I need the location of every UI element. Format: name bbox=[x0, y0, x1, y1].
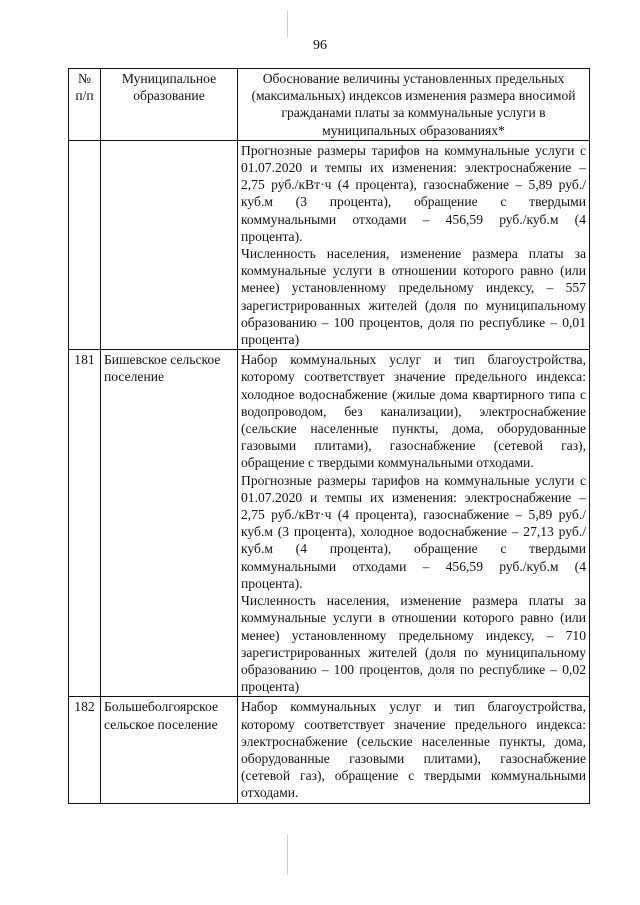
municipality-name bbox=[101, 140, 238, 349]
table-row bbox=[69, 350, 590, 697]
justification-paragraph: Численность населения, изменение размера платы за коммунальные услуги в отношении которого равно (или менее) установленному предельному индексу, – 710 зарегистрированных жителей (доля по муниципальному образованию – 100 процентов, доля по республике – 0,02 процента) bbox=[241, 593, 586, 695]
header-municipality: Муниципальное образование bbox=[101, 69, 238, 141]
justification-cell bbox=[238, 697, 590, 803]
justification-paragraph: Численность населения, изменение размера платы за коммунальные услуги в отношении которого равно (или менее) установленному предельному индексу, – 557 зарегистрированных жителей (доля по муниципальному образованию – 100 процентов, доля по республике – 0,01 процента) bbox=[241, 246, 586, 348]
header-num: № п/п bbox=[69, 69, 101, 141]
municipal-index-table bbox=[68, 68, 590, 804]
table-header-row bbox=[69, 69, 590, 141]
table-row bbox=[69, 697, 590, 803]
table-row bbox=[69, 140, 590, 349]
scan-artifact-top bbox=[287, 10, 288, 38]
page-number: 96 bbox=[313, 38, 327, 53]
justification-cell bbox=[238, 140, 590, 349]
row-number: 181 bbox=[69, 350, 101, 697]
justification-paragraph: Набор коммунальных услуг и тип благоустройства, которому соответствует значение предельного индекса: холодное водоснабжение (жилые дома квартирного типа с водопроводом, без канализации), электроснабжение (сельские населенные пункты, дома, оборудованные газовыми плитами), газоснабжение (сетевой газ), обращение с твердыми коммунальными отходами. bbox=[241, 352, 586, 471]
justification-paragraph: Прогнозные размеры тарифов на коммунальные услуги с 01.07.2020 и темпы их изменения: электроснабжение – 2,75 руб./кВт·ч (4 процента), газоснабжение – 5,89 руб./куб.м (3 процента), обращение с твердыми коммунальными отходами – 456,59 руб./куб.м (4 процента). bbox=[241, 142, 586, 244]
row-number bbox=[69, 140, 101, 349]
justification-paragraph: Набор коммунальных услуг и тип благоустройства, которому соответствует значение предельного индекса: электроснабжение (сельские населенные пункты, дома, оборудованные газовыми плитами), газоснабжение (сетевой газ), обращение с твердыми коммунальными отходами. bbox=[241, 699, 586, 801]
row-number: 182 bbox=[69, 697, 101, 803]
scan-artifact-bottom bbox=[287, 835, 288, 875]
justification-paragraph: Прогнозные размеры тарифов на коммунальные услуги с 01.07.2020 и темпы их изменения: электроснабжение – 2,75 руб./кВт·ч (4 процента), газоснабжение – 5,89 руб./куб.м (3 процента), холодное водоснабжение – 27,13 руб./куб.м (4 процента), обращение с твердыми коммунальными отходами – 456,59 руб./куб.м (4 процента). bbox=[241, 472, 586, 591]
municipality-name: Большеболгоярское сельское поселение bbox=[101, 697, 238, 803]
header-justification: Обоснование величины установленных предельных (максимальных) индексов изменения размера вносимой гражданами платы за коммунальные услуги в муниципальных образованиях* bbox=[238, 69, 590, 141]
municipality-name: Бишевское сельское поселение bbox=[101, 350, 238, 697]
justification-cell bbox=[238, 350, 590, 697]
